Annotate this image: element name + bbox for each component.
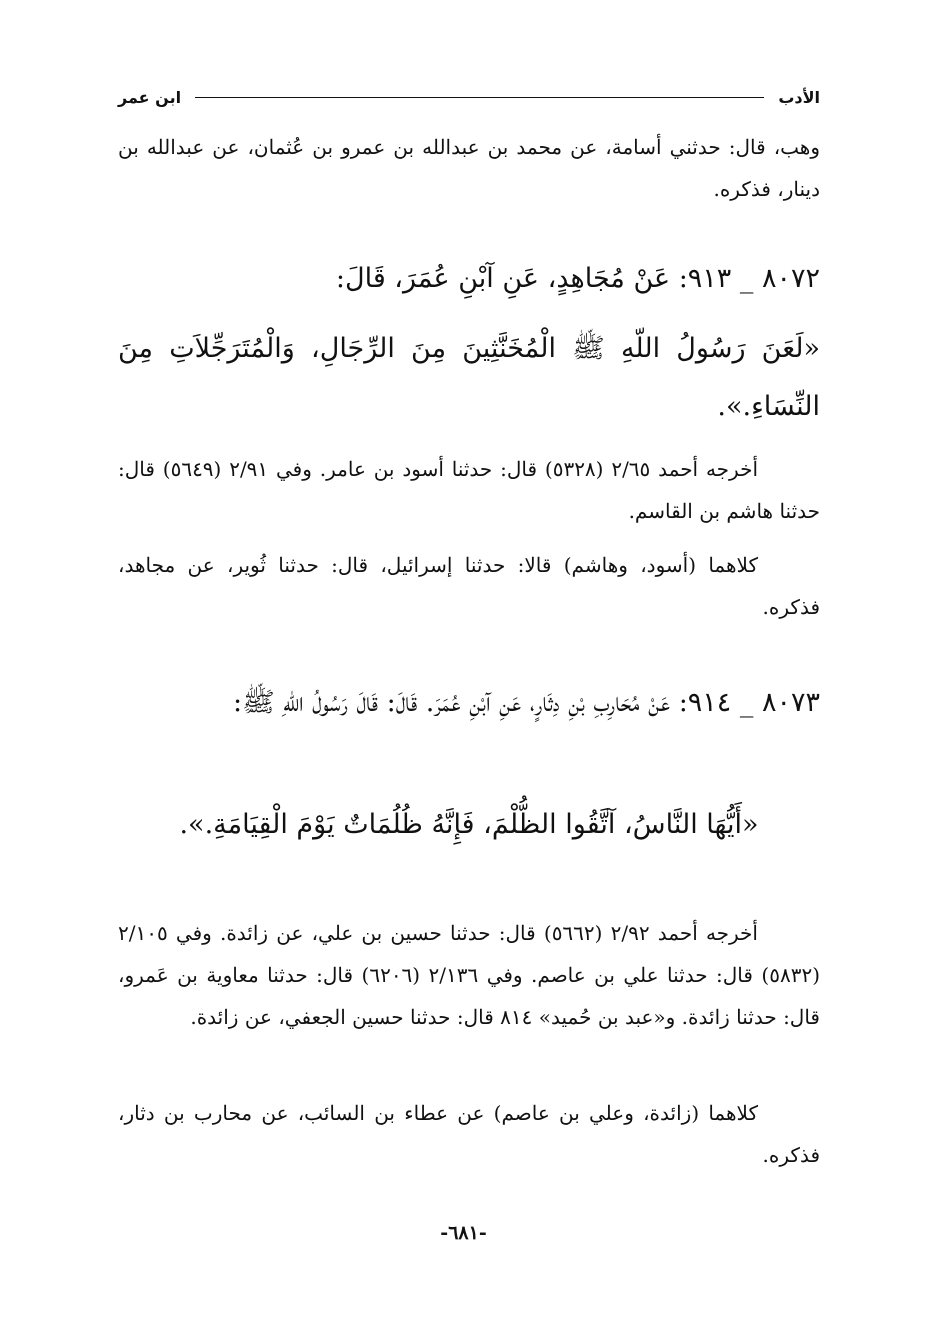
running-header xyxy=(118,84,820,110)
hadith-8072-heading: ٨٠٧٢ _ ٩١٣: عَنْ مُجَاهِدٍ، عَنِ آبْنِ عُمَرَ، قَالَ: xyxy=(335,263,820,294)
header-section-title: الأدب xyxy=(778,87,820,107)
hadith-8072-text: «لَعَنَ رَسُولُ اللّهِ ﷺ الْمُخَنَّثِينَ مِنَ الرِّجَالِ، وَالْمُتَرَجِّلاَتِ مِنَ النِّسَاءِ.». xyxy=(118,333,820,422)
takhrij-8072-paragraph: أخرجه أحمد ٢/٦٥ (٥٣٢٨) قال: حدثنا أسود بن عامر. وفي ٢/٩١ (٥٦٤٩) قال: حدثنا هاشم بن القاسم. xyxy=(118,457,820,523)
isnad-8073-paragraph: كلاهما (زائدة، وعلي بن عاصم) عن عطاء بن السائب، عن محارب بن دثار، فذكره. xyxy=(118,1101,820,1167)
isnad-8072-paragraph: كلاهما (أسود، وهاشم) قالا: حدثنا إسرائيل، قال: حدثنا ثُوير، عن مجاهد، فذكره. xyxy=(118,553,820,619)
hadith-8073-text: «أَيُّهَا النَّاسُ، آتَّقُوا الظُّلْمَ، فَإِنَّهُ ظُلُمَاتٌ يَوْمَ الْقِيَامَةِ.». xyxy=(179,809,759,840)
takhrij-8073-paragraph: أخرجه أحمد ٢/٩٢ (٥٦٦٢) قال: حدثنا حسين بن علي، عن زائدة. وفي ٢/١٠٥ (٥٨٣٢) قال: حدثنا علي بن عاصم. وفي ٢/١٣٦ (٦٢٠٦) قال: حدثنا معاوية بن عَمرو، قال: حدثنا زائدة. و«عبد بن حُميد» ٨١٤ قال: حدثنا حسين الجعفي، عن زائدة. xyxy=(118,921,820,1029)
page-number: -٦٨١- xyxy=(440,1222,487,1244)
hadith-8073-heading: ٨٠٧٣ _ ٩١٤: عَنْ مُحَارِبِ بْنِ دِثَارٍ، عَنِ آبْنِ عُمَرَ. قَالَ: قَالَ رَسُولُ اللّهِ ﷺ: xyxy=(233,687,820,718)
header-narrator-name: ابن عمر xyxy=(118,87,182,107)
header-rule xyxy=(195,97,764,98)
continuation-paragraph: وهب، قال: حدثني أسامة، عن محمد بن عبدالله بن عمرو بن عُثمان، عن عبدالله بن دينار، فذكره. xyxy=(118,135,820,201)
